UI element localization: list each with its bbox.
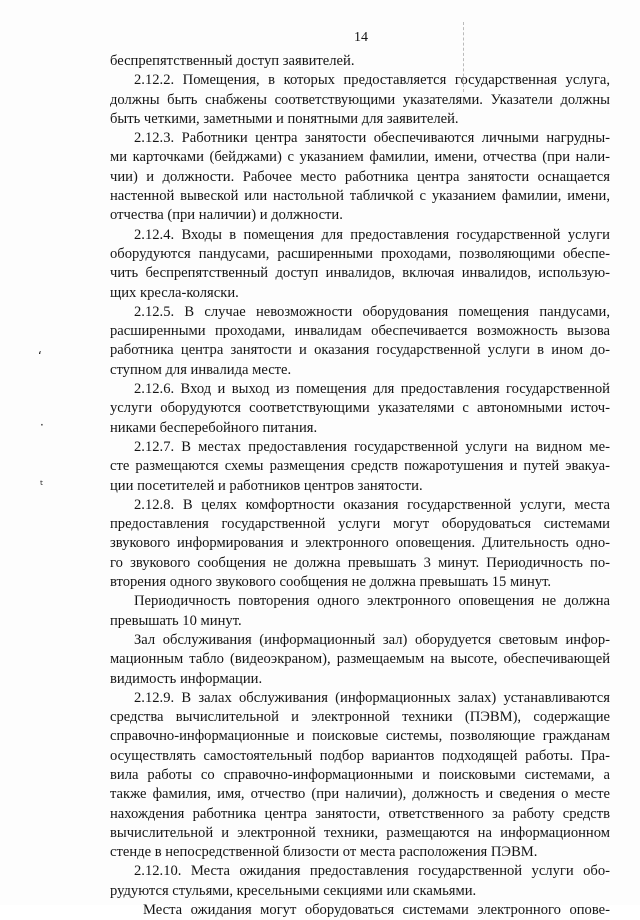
text-line: услуги оборудуются соответствующими указателями с автономными источ- [110,400,610,417]
text-line: го звукового сообщения не должна превышать 3 минут. Периодичность по- [110,554,610,571]
margin-mark: ᵗ [40,478,44,492]
text-line: превышать 10 минут. [110,612,242,629]
text-line: работника центра занятости и оказания государственной услуги в ином до- [110,342,610,359]
text-line: Места ожидания могут оборудоваться системами электронного опове- [143,902,610,919]
text-line: осуществлять самостоятельный подбор вариантов подходящей работы. Пра- [110,747,610,764]
margin-mark: ʻ [38,349,42,363]
text-line: рудуются стульями, кресельными секциями или скамьями. [110,882,477,899]
text-line: 2.12.3. Работники центра занятости обеспечиваются личными нагрудны- [134,130,610,147]
text-line: нахождения работника центра занятости, ответственного за работу средств [110,805,610,822]
text-line: звукового информирования и электронного оповещения. Длительность одно- [110,535,610,552]
text-line: вторения одного звукового сообщения не должна превышать 15 минут. [110,574,552,591]
text-line: ступном для инвалида месте. [110,361,292,378]
text-line: отчества (при наличии) и должности. [110,207,343,224]
page-number: 14 [354,30,368,45]
text-line: расширенными проходами, инвалидам обеспечивается возможность вызова [110,323,610,340]
text-line: никами бесперебойного питания. [110,419,318,436]
text-line: чить беспрепятственный доступ инвалидов, включая инвалидов, использую- [110,265,610,282]
text-line: 2.12.7. В местах предоставления государственной услуги на видном ме- [134,438,610,455]
text-line: ции посетителей и работников центров занятости. [110,477,423,494]
text-line: 2.12.6. Вход и выход из помещения для предоставления государственной [134,381,610,398]
text-line: должны быть снабжены соответствующими указателями. Указатели должны [110,91,610,108]
text-line: видимость информации. [110,670,263,687]
text-line: 2.12.8. В целях комфортности оказания государственной услуги, места [134,496,610,513]
text-line: средства вычислительной и электронной техники (ПЭВМ), содержащие [110,709,610,726]
text-line: сте размещаются схемы размещения средств пожаротушения и путей эвакуа- [110,458,610,475]
text-line: оборудуются пандусами, расширенными проходами, позволяющими обеспе- [110,245,610,262]
text-line: Периодичность повторения одного электронного оповещения не должна [134,593,610,610]
text-line: быть четкими, заметными и понятными для заявителей. [110,110,459,127]
text-line: 2.12.10. Места ожидания предоставления государственной услуги обо- [134,863,610,880]
text-line: 2.12.5. В случае невозможности оборудования помещения пандусами, [134,303,610,320]
text-line: чии) и должности. Рабочее место работника центра занятости оснащается [110,168,610,185]
text-line: 2.12.9. В залах обслуживания (информационных залах) устанавливаются [134,689,610,706]
body-text [110,52,610,920]
text-line: мационным табло (видеоэкраном), размещаемым на высоте, обеспечивающей [110,651,610,668]
text-line: также фамилия, имя, отчество (при наличии), должность и сведения о месте [110,786,610,803]
text-line: беспрепятственный доступ заявителей. [110,53,355,69]
text-line: ми карточками (бейджами) с указанием фамилии, имени, отчества (при нали- [110,149,610,166]
margin-mark: · [40,418,44,432]
text-line: предоставления государственной услуги могут оборудоваться системами [110,516,610,533]
text-line: справочно-информационные и поисковые системы, позволяющие гражданам [110,728,610,745]
text-line: Зал обслуживания (информационный зал) оборудуется световым инфор- [134,631,610,648]
text-line: стенде в непосредственной близости от места расположения ПЭВМ. [110,844,538,861]
text-line: 2.12.4. Входы в помещения для предоставления государственной услуги [134,226,610,243]
text-line: вила работы со справочно-информационными и поисковыми системами, а [110,766,610,783]
text-line: вычислительной и электронной техники, размещаются на информационном [110,824,610,841]
text-line: настенной вывеской или настольной табличкой с указанием фамилии, имени, [110,188,610,205]
text-line: 2.12.2. Помещения, в которых предоставляется государственная услуга, [134,72,610,89]
text-line: щих кресла-коляски. [110,284,239,301]
